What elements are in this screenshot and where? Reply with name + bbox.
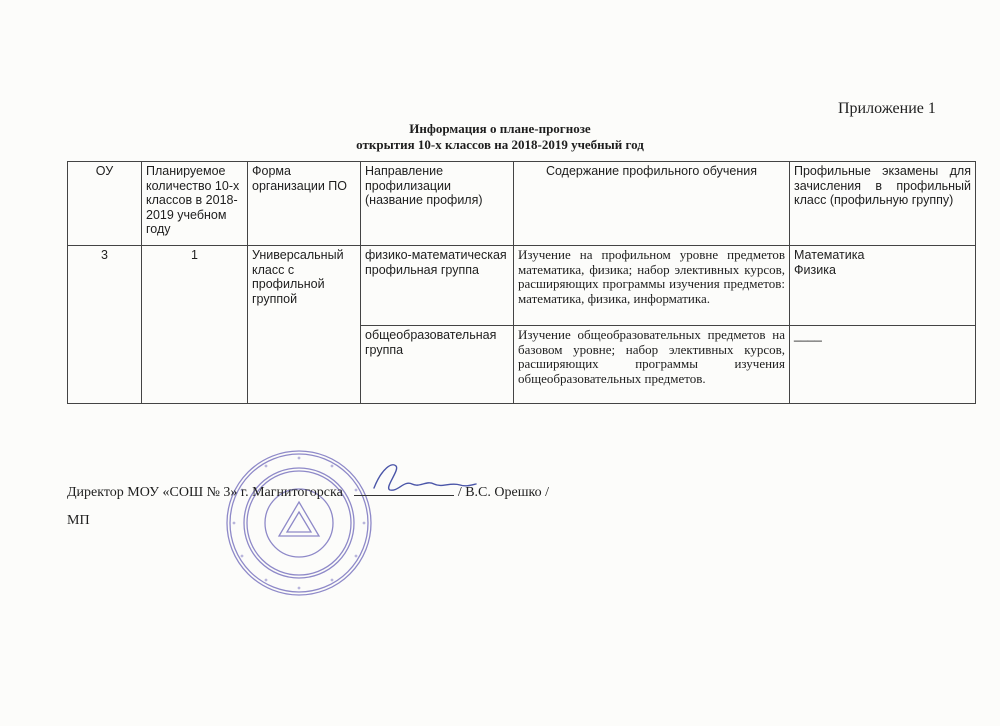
- table-header-row: [68, 162, 976, 246]
- exam-item: Математика: [794, 248, 865, 262]
- exams-cell: [790, 246, 976, 326]
- info-table: [67, 161, 976, 404]
- table-row: [68, 246, 976, 326]
- director-title: Директор МОУ «СОШ № 3» г. Магнитогорска: [67, 485, 343, 500]
- document-title-line2: открытия 10-х классов на 2018-2019 учебный год: [356, 137, 644, 152]
- content-cell: Изучение общеобразовательных предметов на базовом уровне; набор элективных курсов, расширяющих программы изучения общеобразовательных предметов.: [514, 326, 790, 404]
- document-title-line1: Информация о плане-прогнозе: [409, 121, 591, 136]
- header-content: Содержание профильного обучения: [514, 162, 790, 246]
- handwritten-signature: [370, 458, 480, 498]
- direction-cell: физико-математическая профильная группа: [361, 246, 514, 326]
- count-cell: 1: [142, 246, 248, 404]
- header-exams: Профильные экзамены для зачисления в профильный класс (профильную группу): [790, 162, 976, 246]
- form-cell: Универсальный класс с профильной группой: [248, 246, 361, 404]
- school-cell: 3: [68, 246, 142, 404]
- header-direction: Направление профилизации (название профиля): [361, 162, 514, 246]
- header-count: Планируемое количество 10-х классов в 2018-2019 учебном году: [142, 162, 248, 246]
- header-school: ОУ: [68, 162, 142, 246]
- mp-label: МП: [67, 513, 90, 528]
- director-name: / В.С. Орешко /: [457, 485, 549, 500]
- seal-stamp: [222, 446, 377, 601]
- header-form: Форма организации ПО: [248, 162, 361, 246]
- content-cell: Изучение на профильном уровне предметов математика, физика; набор элективных курсов, расширяющих программы изучения предметов: математика, физика, информатика.: [514, 246, 790, 326]
- appendix-label: Приложение 1: [838, 100, 936, 117]
- exams-cell: ____: [790, 326, 976, 404]
- direction-cell: общеобразовательная группа: [361, 326, 514, 404]
- exam-item: Физика: [794, 262, 836, 277]
